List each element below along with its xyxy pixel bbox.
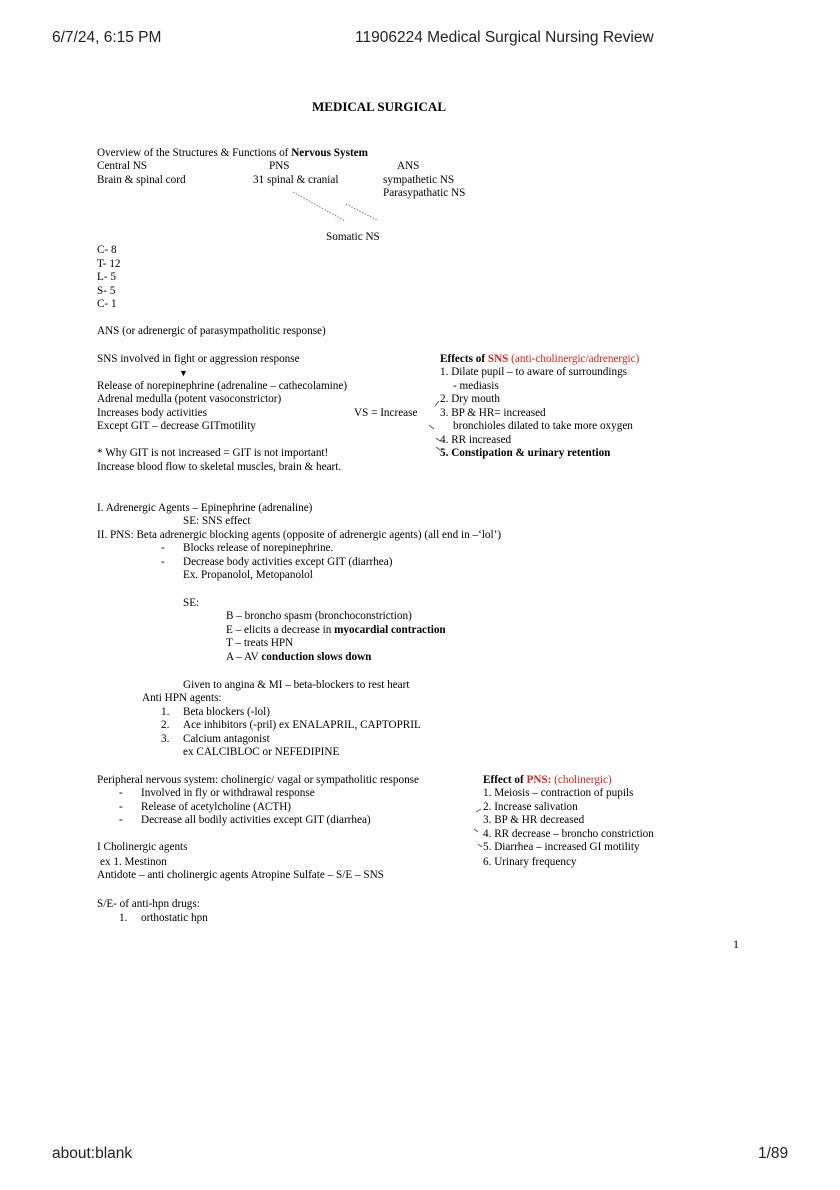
sns-effect-2: 2. Dry mouth <box>440 393 500 405</box>
dash-bullet: - <box>119 787 123 799</box>
print-page-count: 1/89 <box>758 1145 789 1162</box>
sns-line-4: Increases body activities <box>97 407 207 419</box>
pns-effect-5: 5. Diarrhea – increased GI motility <box>483 841 640 853</box>
beta-mnemonic-b: B – broncho spasm (bronchoconstriction) <box>226 610 412 622</box>
sns-line-7: Increase blood flow to skeletal muscles, brain & heart. <box>97 461 342 473</box>
sns-effect-5: 5. Constipation & urinary retention <box>440 447 611 459</box>
dash-bullet: - <box>161 556 165 568</box>
cholinergic-agents: I Cholinergic agents <box>97 841 188 853</box>
nerve-count-c1: C- 1 <box>97 298 117 310</box>
se-num-1: 1. <box>119 912 128 924</box>
hpn-example: ex CALCIBLOC or NEFEDIPINE <box>183 746 340 758</box>
se-sns-effect: SE: SNS effect <box>183 515 251 527</box>
hpn-item-2: Ace inhibitors (-pril) ex ENALAPRIL, CAPTOPRIL <box>183 719 421 731</box>
mestinon-example: ex 1. Mestinon <box>100 856 167 868</box>
spinal-cranial-text: 31 spinal & cranial <box>253 174 339 186</box>
sns-effect-1: 1. Dilate pupil – to aware of surroundings <box>440 366 628 378</box>
pns-point-2: Release of acetylcholine (ACTH) <box>141 801 292 813</box>
nerve-count-c8: C- 8 <box>97 244 117 256</box>
parasympathetic-text: Parasypathatic NS <box>383 187 466 199</box>
hpn-num-2: 2. <box>161 719 170 731</box>
brain-spinal-text: Brain & spinal cord <box>97 174 186 186</box>
sns-line-1: SNS involved in fight or aggression response <box>97 353 300 365</box>
hpn-num-1: 1. <box>161 706 170 718</box>
sns-effects-heading: Effects of SNS (anti-cholinergic/adrenergic) <box>440 353 640 365</box>
pns-effect-1: 1. Meiosis – contraction of pupils <box>483 787 634 799</box>
page-number: 1 <box>733 937 739 951</box>
header-central-ns: Central NS <box>97 160 148 172</box>
sns-line-5: Except GIT – decrease GITmotility <box>97 420 256 432</box>
pns-effects-heading: Effect of PNS: (cholinergic) <box>483 774 612 786</box>
beta-mnemonic-e: E – elicits a decrease in myocardial contraction <box>226 624 446 636</box>
sns-effect-3b: bronchioles dilated to take more oxygen <box>453 420 633 432</box>
given-to-angina: Given to angina & MI – beta-blockers to rest heart <box>183 679 410 691</box>
nerve-count-t12: T- 12 <box>97 258 121 270</box>
se-antihpn-heading: S/E- of anti-hpn drugs: <box>97 898 200 910</box>
beta-point-1: Blocks release of norepinephrine. <box>183 542 334 554</box>
sns-line-6: * Why GIT is not increased = GIT is not important! <box>97 447 329 459</box>
doc-title: MEDICAL SURGICAL <box>312 99 446 114</box>
pns-point-1: Involved in fly or withdrawal response <box>141 787 315 799</box>
beta-mnemonic-a: A – AV conduction slows down <box>226 651 372 663</box>
adrenergic-agents: I. Adrenergic Agents – Epinephrine (adrenaline) <box>97 502 313 514</box>
sns-effect-4: 4. RR increased <box>440 434 512 446</box>
sns-line-2: Release of norepinephrine (adrenaline – cathecolamine) <box>97 380 348 392</box>
sns-effect-1b: - mediasis <box>453 380 499 392</box>
pns-effect-4: 4. RR decrease – broncho constriction <box>483 828 654 840</box>
hpn-num-3: 3. <box>161 733 170 745</box>
pns-point-3: Decrease all bodily activities except GIT (diarrhea) <box>141 814 371 826</box>
header-ans: ANS <box>397 160 420 172</box>
hpn-item-1: Beta blockers (-lol) <box>183 706 270 718</box>
ans-line: ANS (or adrenergic of parasympatholitic response) <box>97 325 326 337</box>
beta-point-2: Decrease body activities except GIT (diarrhea) <box>183 556 393 568</box>
sympathetic-text: sympathetic NS <box>383 174 455 186</box>
antidote-line: Antidote – anti cholinergic agents Atropine Sulfate – S/E – SNS <box>97 869 384 881</box>
nerve-count-l5: L- 5 <box>97 271 116 283</box>
anti-hpn-heading: Anti HPN agents: <box>142 692 222 704</box>
print-title: 11906224 Medical Surgical Nursing Review <box>355 29 654 46</box>
pns-line-1: Peripheral nervous system: cholinergic/ vagal or sympatholitic response <box>97 774 419 786</box>
sns-line-3: Adrenal medulla (potent vasoconstrictor) <box>97 393 282 405</box>
beta-example: Ex. Propanolol, Metopanolol <box>183 569 313 581</box>
sns-effect-3: 3. BP & HR= increased <box>440 407 546 419</box>
pns-effect-3: 3. BP & HR decreased <box>483 814 585 826</box>
header-pns: PNS <box>269 160 290 172</box>
print-url: about:blank <box>52 1145 133 1162</box>
beta-blockers-heading: II. PNS: Beta adrenergic blocking agents (opposite of adrenergic agents) (all end in –‘lol’) <box>97 529 502 541</box>
pns-effect-6: 6. Urinary frequency <box>483 856 577 868</box>
arrow-down-icon: ▼ <box>179 368 188 378</box>
se-item-1: orthostatic hpn <box>141 912 208 924</box>
print-datetime: 6/7/24, 6:15 PM <box>52 29 162 46</box>
dash-bullet: - <box>119 814 123 826</box>
hpn-item-3: Calcium antagonist <box>183 733 270 745</box>
overview-line: Overview of the Structures & Functions of Nervous System <box>97 147 368 159</box>
somatic-text: Somatic NS <box>326 231 380 243</box>
nerve-count-s5: S- 5 <box>97 285 116 297</box>
dash-bullet: - <box>119 801 123 813</box>
vs-increase: VS = Increase <box>354 407 418 419</box>
pns-effect-2: 2. Increase salivation <box>483 801 578 813</box>
se-label: SE: <box>183 597 200 609</box>
dash-bullet: - <box>161 542 165 554</box>
beta-mnemonic-t: T – treats HPN <box>226 637 294 649</box>
